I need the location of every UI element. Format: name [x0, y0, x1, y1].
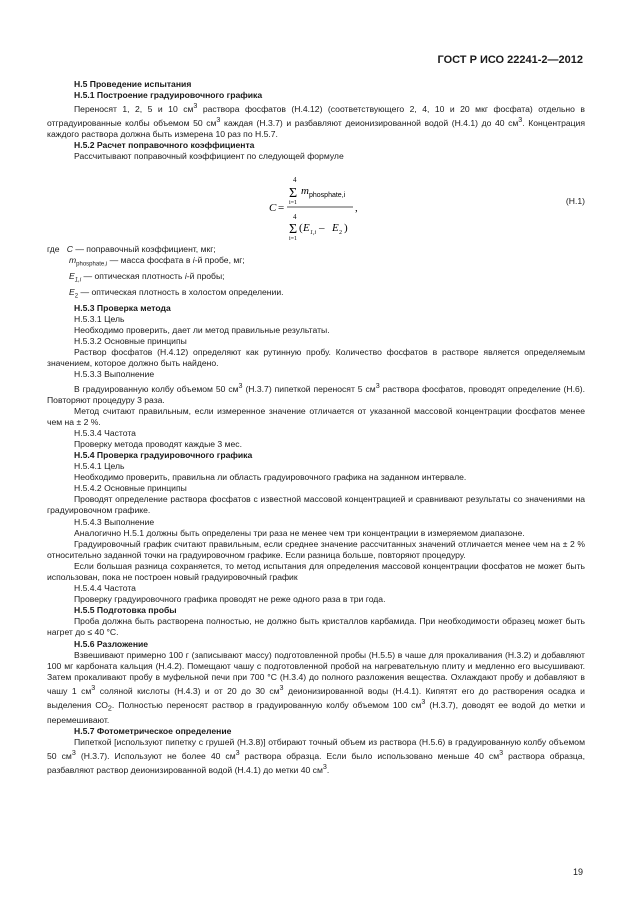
section-h52-title: Н.5.2 Расчет поправочного коэффициента — [74, 140, 255, 151]
formula-den-e1: E — [303, 222, 310, 235]
formula-num-m: m — [301, 185, 309, 198]
section-h543: Н.5.4.3 Выполнение — [74, 516, 155, 527]
formula-den-lower-limit: i=1 — [289, 236, 298, 243]
section-h531: Н.5.3.1 Цель — [74, 314, 125, 324]
section-h533: Н.5.3.3 Выполнение — [74, 369, 155, 380]
section-h543-text: Аналогично Н.5.1 должны быть определены три раза не менее чем три концентрации в измеряемом диапазоне. — [74, 527, 525, 538]
section-h53-title: Н.5.3 Проверка метода — [74, 302, 171, 313]
formula-equals: = — [278, 202, 285, 215]
formula-den-e1-sub: 1,i — [310, 230, 317, 237]
page-number: 19 — [572, 867, 583, 877]
formula-den-e2: E — [332, 222, 339, 235]
formula-den-upper-limit: 4 — [293, 213, 297, 222]
section-h544-text: Проверку градуировочного графика проводят не реже одного раза в три года. — [74, 594, 386, 605]
section-h534: Н.5.3.4 Частота — [74, 427, 136, 438]
formula-num-m-sub: phosphate,i — [309, 192, 346, 200]
standard-header: ГОСТ Р ИСО 22241-2—2012 — [437, 54, 583, 66]
section-h534-text: Проверку метода проводят каждые 3 мес. — [74, 438, 242, 449]
formula-num-lower-limit: i=1 — [289, 200, 298, 207]
section-h532-text: Раствор фосфатов (Н.4.12) определяют как рутинную пробу. Количество фосфатов в растворе является определяемым значением, которое должно быть найдено. — [47, 347, 585, 369]
formula-number: (Н.1) — [565, 196, 585, 207]
section-h52-text: Рассчитывают поправочный коэффициент по следующей формуле — [74, 151, 344, 162]
section-h54-title: Н.5.4 Проверка градуировочного графика — [74, 449, 253, 460]
formula-den-sigma: Σ — [289, 222, 298, 238]
section-h532: Н.5.3.2 Основные принципы — [74, 336, 187, 347]
definition-e2: $E_2$ — оптическая плотность в холостом определении. — [69, 287, 284, 300]
formula-den-e2-sub: 2 — [339, 230, 342, 237]
section-h541-text: Необходимо проверить, правильна ли область градуировочного графика на заданном интервале. — [74, 472, 467, 483]
section-h51-title: Н.5.1 Построение градуировочного графика — [74, 90, 263, 101]
definition-e1: $E_{1,i}$ — оптическая плотность i-й пробы; — [69, 271, 225, 284]
definition-c: где C — поправочный коэффициент, мкг; — [47, 244, 216, 255]
formula-graphic — [47, 162, 585, 244]
definitions — [47, 244, 585, 303]
formula-den-open-paren: ( — [299, 222, 303, 235]
section-h544: Н.5.4.4 Частота — [74, 583, 136, 594]
section-h57-text: Пипеткой [используют пипетку с грушей (Н.3.8)] отбирают точный объем из раствора (Н.5.6) в градуированную колбу объемом 50 $см^3$ (Н.3.7). Используют не более 40 $см^3$ раствора образца. Если было использовано меньше 40 $см^3$ раствора образца, разбавляют раствор деионизированной водой (Н.4.1) до метки 40 $см^3$. — [47, 736, 585, 775]
section-h5-title: Н.5 Проведение испытания — [74, 79, 192, 89]
section-h533-text2: Метод считают правильным, если измеренное значение отличается от указанной массовой концентрации фосфатов менее чем на ± 2 %. — [47, 405, 585, 427]
document-body — [47, 79, 585, 776]
section-h542: Н.5.4.2 Основные принципы — [74, 483, 187, 494]
section-h543-text3: Если большая разница сохраняется, то метод испытания для определения массовой концентрации фосфатов не может быть использован, пока не построен новый градуировочный график — [47, 560, 585, 583]
formula-den-minus: – — [319, 222, 325, 235]
section-h543-text2: Градуировочный график считают правильным, если среднее значение рассчитанных значений отличается менее чем на ± 2 % относительно заданной точки на градуировочном графике. Если разница больше, повторяют процедуру. — [47, 538, 585, 560]
definition-m: $m_{phosphate,i}$ — масса фосфата в i-й пробе, мг; — [69, 255, 245, 269]
section-h542-text: Проводят определение раствора фосфатов с известной массовой концентрацией и сравнивают результаты со значениями на градуировочном графике. — [47, 494, 585, 516]
section-h541: Н.5.4.1 Цель — [74, 461, 125, 472]
formula-den-close-paren: ) — [344, 222, 348, 235]
formula-lhs: C — [269, 202, 277, 215]
section-h55-text: Проба должна быть растворена полностью, не должно быть кристаллов карбамида. При необходимости образец может быть нагрет до ≤ 40 °С. — [47, 616, 585, 638]
formula-num-upper-limit: 4 — [293, 176, 297, 185]
section-h57-title: Н.5.7 Фотометрическое определение — [74, 725, 232, 736]
section-h531-text: Необходимо проверить, дает ли метод правильные результаты. — [74, 325, 330, 336]
section-h55-title: Н.5.5 Подготовка пробы — [74, 605, 177, 616]
section-h56-text: Взвешивают примерно 100 г (записывают массу) подготовленной пробы (Н.5.5) в чаше для прокаливания (Н.3.2) и добавляют 100 мг карбоната кальция (Н.4.2). Помещают чашу с подготовленной пробой на нагревательную плиту и медленно его высушивают. Затем прокаливают пробу в муфельной печи при 700 °С (Н.3.4) до полного разложения вещества. Охлаждают пробу и добавляют в чашу 1 $см^3$ соляной кислоты (Н.4.3) и от 20 до 30 $см^3$ деионизированной воды (Н.4.1). Кипятят его до растворения осадка и выделения $СО_2$. Полностью переносят раствор в градуированную колбу объемом 100 $см^3$ (Н.3.7), доводят ее водой до метки и перемешивают. — [47, 649, 585, 725]
section-h56-title: Н.5.6 Разложение — [74, 638, 149, 649]
formula-comma: , — [355, 202, 358, 215]
section-h533-text: В градуированную колбу объемом 50 $см^3$ (Н.3.7) пипеткой переносят 5 $см^3$ раствора фосфатов, проводят определение (Н.6). Повторяют процедуру 3 раза. — [47, 381, 585, 405]
section-h51-text: Переносят 1, 2, 5 и 10 $см^3$ раствора фосфатов (Н.4.12) (соответствующего 2, 4, 10 и 20 мкг фосфата) отдельно в отградуированные колбы объемом 50 $см^3$ каждая (Н.3.7) и разбавляют деионизированной водой (Н.4.1) до 40 $см^3$. Концентрация каждого раствора должна быть измерена 10 раз по Н.5.7. — [47, 102, 586, 140]
formula-num-sigma: Σ — [289, 186, 298, 202]
formula-h1 — [47, 162, 585, 244]
